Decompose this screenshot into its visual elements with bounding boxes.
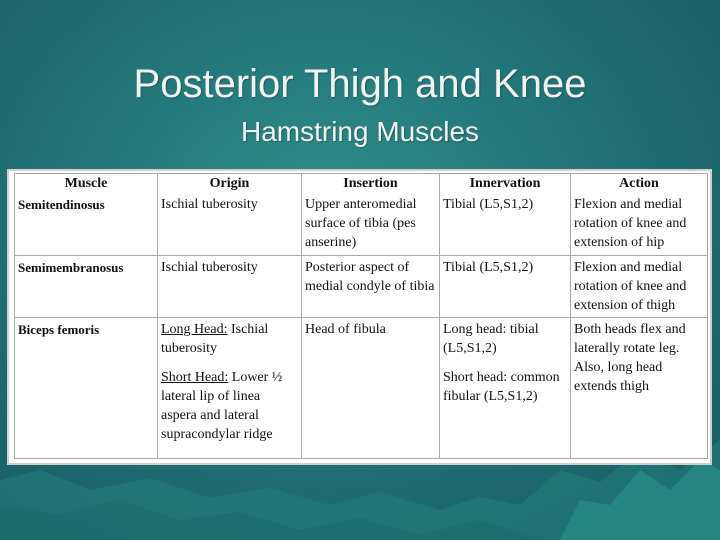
table-row (15, 193, 708, 256)
cell-action: Flexion and medial rotation of knee and extension of thigh (571, 256, 708, 318)
origin-short-head-label: Short Head: (161, 370, 229, 385)
innervation-short-head: Short head: common fibular (L5,S1,2) (443, 370, 560, 404)
cell-origin: Ischial tuberosity (158, 193, 302, 256)
header-muscle: Muscle (15, 174, 158, 194)
cell-innervation (440, 318, 571, 459)
cell-innervation: Tibial (L5,S1,2) (440, 256, 571, 318)
table-row (15, 256, 708, 318)
table-row (15, 318, 708, 459)
header-insertion: Insertion (302, 174, 440, 194)
origin-short-head-text: Lower ½ lateral lip of linea aspera and lateral supracondylar ridge (161, 370, 283, 442)
cell-origin (158, 318, 302, 459)
cell-muscle: Semimembranosus (15, 256, 158, 318)
cell-muscle: Semitendinosus (15, 193, 158, 256)
innervation-long-head: Long head: tibial (L5,S1,2) (443, 322, 539, 356)
header-action: Action (571, 174, 708, 194)
slide-title: Posterior Thigh and Knee (133, 62, 587, 106)
cell-insertion: Posterior aspect of medial condyle of tibia (302, 256, 440, 318)
table-header-row (15, 174, 708, 194)
origin-long-head-label: Long Head: (161, 322, 228, 337)
header-origin: Origin (158, 174, 302, 194)
action-both-heads: Both heads flex and laterally rotate leg. (574, 322, 686, 356)
cell-insertion: Upper anteromedial surface of tibia (pes anserine) (302, 193, 440, 256)
action-long-head: Also, long head extends thigh (574, 360, 663, 394)
slide-subtitle: Hamstring Muscles (240, 116, 480, 147)
cell-action (571, 318, 708, 459)
muscle-table (14, 173, 708, 459)
cell-action: Flexion and medial rotation of knee and extension of hip (571, 193, 708, 256)
cell-innervation: Tibial (L5,S1,2) (440, 193, 571, 256)
muscle-table-frame (7, 169, 712, 465)
cell-origin: Ischial tuberosity (158, 256, 302, 318)
cell-insertion: Head of fibula (302, 318, 440, 459)
header-innervation: Innervation (440, 174, 571, 194)
cell-muscle: Biceps femoris (15, 318, 158, 459)
origin-long-head-text: Ischial tuberosity (161, 322, 269, 356)
